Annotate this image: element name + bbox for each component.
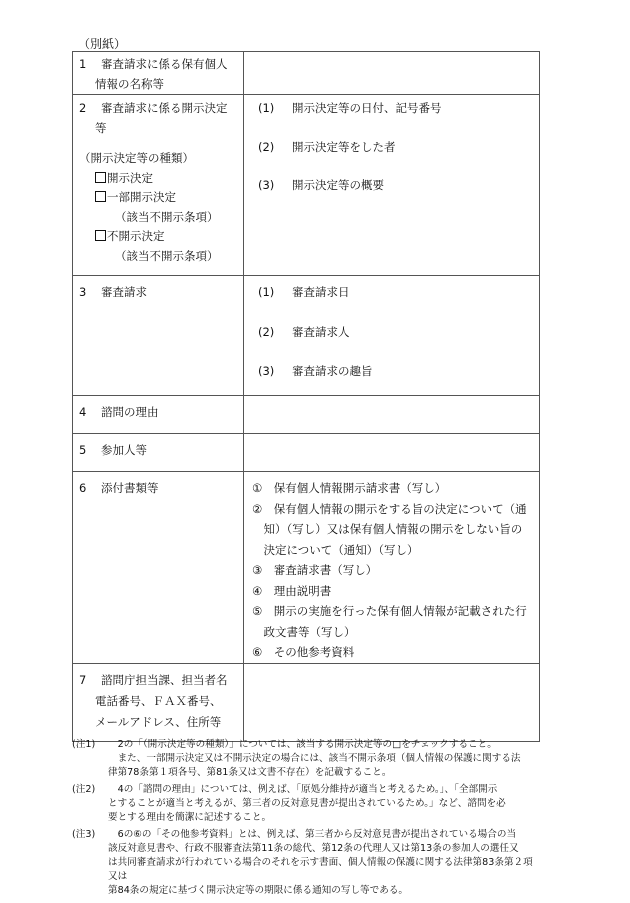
- item-text: 開示決定等の日付、記号番号: [292, 101, 442, 115]
- row-7-title-line-1: 諮問庁担当課、担当者名: [101, 672, 228, 687]
- row-2: [73, 95, 540, 276]
- item-text: 開示決定等をした者: [292, 139, 396, 154]
- item-number: (1): [258, 285, 275, 299]
- kind-partial-label: 一部開示決定: [107, 190, 176, 204]
- attachment-line: 知）（写し）又は保有個人情報の開示をしない旨の: [252, 522, 523, 536]
- row-number: 5: [79, 443, 87, 457]
- kind-nondisclose-clause: （該当不開示条項）: [115, 248, 219, 263]
- attachment-line: ① 保有個人情報開示請求書（写し）: [252, 481, 447, 495]
- row-4-title: 諮問の理由: [101, 405, 159, 419]
- row-3-item-2: [258, 323, 539, 343]
- item-text: 審査請求の趣旨: [292, 364, 373, 378]
- request-form-table: [72, 51, 540, 742]
- row-3-item-3: [258, 362, 539, 382]
- row-3-item-1: [258, 283, 539, 303]
- row-4: [73, 396, 540, 434]
- row-7-label-cell: [73, 663, 244, 741]
- row-4-content-cell[interactable]: [244, 396, 540, 434]
- row-4-label-cell: [73, 396, 244, 434]
- row-7-title-line-3: メールアドレス、住所等: [95, 714, 222, 729]
- note-line: とすることが適当と考えるが、第三者の反対意見書が提出されているため。」など、諮問を必: [108, 798, 506, 809]
- note-line: 要とする理由を簡潔に記述すること。: [108, 812, 272, 823]
- item-number: (2): [258, 324, 275, 339]
- row-6-content-cell[interactable]: [244, 472, 540, 664]
- row-1-label-cell: [73, 52, 244, 95]
- note-tag: (注2): [72, 784, 96, 795]
- kind-partial: [79, 188, 243, 208]
- attachment-line: 決定について（通知）（写し）: [252, 542, 419, 557]
- row-5: [73, 434, 540, 472]
- note-2: [72, 783, 542, 825]
- note-line: 6の⑥の「その他参考資料」とは、例えば、第三者から反対意見書が提出されている場合の当: [108, 829, 517, 840]
- row-number: 1: [79, 57, 87, 71]
- row-7: [73, 663, 540, 741]
- attachment-line: ⑤ 開示の実施を行った保有個人情報が記載された行: [252, 604, 527, 618]
- note-line: 律第78条第１項各号、第81条又は文書不存在）を記載すること。: [108, 767, 392, 778]
- row-3: [73, 276, 540, 396]
- note-line: また、一部開示決定又は不開示決定の場合には、該当不開示条項（個人情報の保護に関する法: [108, 753, 521, 764]
- row-number: 3: [79, 285, 87, 299]
- note-1: [72, 738, 542, 780]
- kind-partial-clause: （該当不開示条項）: [115, 209, 219, 224]
- row-6: [73, 472, 540, 664]
- row-number: 7: [79, 672, 87, 687]
- note-line: 2の「（開示決定等の種類）」については、該当する開示決定等の□をチェックすること。: [108, 739, 497, 750]
- row-1-content-cell[interactable]: [244, 52, 540, 95]
- row-3-label-cell: [73, 276, 244, 396]
- item-number: (3): [258, 178, 275, 192]
- row-2-label-cell: [73, 95, 244, 276]
- attachment-line: ④ 理由説明書: [252, 583, 332, 598]
- attachment-line: ② 保有個人情報の開示をする旨の決定について（通: [252, 501, 527, 516]
- kind-disclose: [79, 169, 243, 189]
- row-1-title-line-2: 情報の名称等: [95, 76, 164, 91]
- note-line: 該反対意見書や、行政不服審査法第11条の総代、第12条の代理人又は第13条の参加人の選任又: [108, 843, 519, 854]
- row-2-content-cell[interactable]: [244, 95, 540, 276]
- sheet-label: （別紙）: [78, 37, 127, 51]
- row-1-title-line-1: 審査請求に係る保有個人: [101, 57, 228, 71]
- item-number: (1): [258, 101, 275, 115]
- item-text: 審査請求日: [292, 285, 350, 299]
- row-2-item-3: [258, 176, 539, 196]
- row-2-item-2: [258, 138, 539, 158]
- kind-disclose-label: 開示決定: [107, 170, 153, 185]
- row-number: 6: [79, 481, 87, 495]
- note-tag: (注1): [72, 739, 96, 750]
- kind-heading: （開示決定等の種類）: [79, 151, 194, 165]
- kind-partial-checkbox[interactable]: [95, 191, 106, 202]
- note-tag: (注3): [72, 829, 96, 840]
- kind-nondisclose-label: 不開示決定: [107, 229, 165, 243]
- notes-section: [72, 738, 542, 901]
- row-5-title: 参加人等: [101, 443, 147, 457]
- item-text: 審査請求人: [292, 324, 350, 339]
- attachment-line: 政文書等（写し）: [252, 624, 356, 639]
- kind-disclose-checkbox[interactable]: [95, 172, 106, 183]
- row-7-title-line-2: 電話番号、ＦＡＸ番号、: [95, 693, 222, 708]
- kind-nondisclose: [79, 227, 243, 247]
- note-line: 4の「諮問の理由」については、例えば、「原処分維持が適当と考えるため。」、「全部開示: [108, 784, 498, 795]
- row-6-title: 添付書類等: [101, 481, 159, 495]
- row-2-title-line-1: 審査請求に係る開示決定: [101, 101, 228, 115]
- row-number: 4: [79, 405, 87, 419]
- attachment-line: ⑥ その他参考資料: [252, 645, 355, 659]
- row-2-title-line-2: 等: [95, 120, 107, 135]
- row-3-title: 審査請求: [101, 285, 147, 299]
- row-5-content-cell[interactable]: [244, 434, 540, 472]
- note-line: は共同審査請求が行われている場合のそれを示す書面、個人情報の保護に関する法律第83条第２項又は: [108, 857, 533, 882]
- note-3: [72, 828, 542, 898]
- note-line: 第84条の規定に基づく開示決定等の期限に係る通知の写し等である。: [108, 885, 409, 896]
- row-6-label-cell: [73, 472, 244, 664]
- row-7-content-cell[interactable]: [244, 663, 540, 741]
- kind-nondisclose-checkbox[interactable]: [95, 230, 106, 241]
- attachment-line: ③ 審査請求書（写し）: [252, 563, 378, 577]
- row-2-item-1: [258, 99, 539, 119]
- row-3-content-cell[interactable]: [244, 276, 540, 396]
- item-text: 開示決定等の概要: [292, 178, 384, 192]
- row-5-label-cell: [73, 434, 244, 472]
- row-number: 2: [79, 101, 87, 115]
- item-number: (2): [258, 139, 275, 154]
- item-number: (3): [258, 364, 275, 378]
- row-1: [73, 52, 540, 95]
